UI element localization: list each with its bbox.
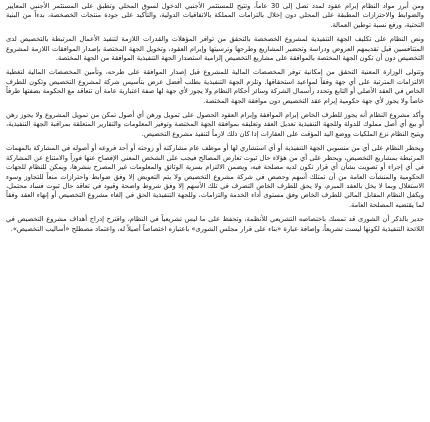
article-paragraph-1: ومن أبرز مواد النظام إبرام عقود لمدد تصل إلى 30 عاماً، وتتيح للمستثمر الأجنبي الدخول لسوق المحلي وتطبق على المستثمر الأجنبي المعايير والضوابط والاحترازات المطبقة على المحلي دون إخلال بالتزامات المملكة بالاتفاقيات الدولية، والتأكيد على جودة منتجات الخصخصة، بدءاً من البنية التحتية، ورفع نسبة توطين العمالة. xyxy=(6,2,424,29)
article-paragraph-4: وأكد مشروع النظام أنه يجوز للطرف الخاص إبرام الموافقة وإبرام العقود الحصول على تمويل ورهن أي أصول تمكن من تمويل المشروع ولا يجوز رهن أو بيع أي أصل مملوك للدولة وللجهة التنفيذية تعديل العقد وتعليقه بموافقة الجهة المختصة وتوفير المعلومات والتقارير المتعلقة بمراقبة الجهة التنفيذية، ويتيح النظام نزع الملكيات ووضع اليد المؤقت على العقارات إذا كان ذلك لازماً لتنفيذ مشروع التخصيص. xyxy=(6,111,424,138)
article-paragraph-5: ويحظر النظام على أي من منسوبي الجهة التنفيذية أو أي استشاري لها أو موظف عام مشاركته أو زوجته أو أحد فروعه أو أصوله في المشاركة بالمهمات المرتبطة بمشاريع التخصيص، ويحظر على أي من هؤلاء حال ثبوت تعارض المصالح فيجب على الشخص المعني الإفصاح عنها فوراً والامتناع عن المشاركة في أي إجراء أو تصويت بشأن أي قرار تكون لديه مصلحة فيه، ويضمن الالتزام بسرية الوثائق والمعلومات غير المصرح بنشرها، ويمكن للنظام للجهات الحكومية والمنشآت العامة من أن تمتلك أسهم وحصص في شركة مشروع التخصيص ولا يتم التعويض إلا وفق ضوابط واحترازات منعاً للتجاوز وسوء الاستغلال وبما لا يخل بالعقد المبرم، ولا يحق للطرف الخاص التصرف في تلك الأسهم إلا وفق شروط واضحة وقيود في تعاقد حال ثبوت فساد محتمل، ويكفل النظام المقابل المالي للطرف الخاص وفق مستوى أداء الخدمة والتزامات، وللجهة التنفيذية الحق في إلغاء مشروع التخصيص أو إنهاء العقد وفقاً لما يقتضيه المصلحة العامة. xyxy=(6,144,424,209)
article-paragraph-3: وتتولى الوزارة المعنية التحقق من إمكانية توفر المخصصات المالية للمشروع قبل إصدار الموافقة على طرحه، وتأمين المخصصات المالية لتغطية الالتزامات المترتبة على أي جهة وفقاً لمواعيد استحقاقها. وتلزم الجهة التنفيذية بطلب أفضل عرض بتأسيس شركة لمشروع التخصيص وتكون للطرف الخاص في العقد الأصلي أو التابع وتحدد رأسمال الشركة وسائر أحكام النظام ولا يجوز لأي جهة لها صفة اعتبارية عامة أن تتعاقد مع الحكومة بصفتها طرفاً خاصاً ولا يجوز لأي جهة حكومية إبرام عقد التخصيص دون موافقة الجهة المختصة. xyxy=(6,68,424,105)
article-paragraph-2: ونص النظام على تكليف الجهة التنفيذية لمشروع الخصخصة بالتحقق من توافر المؤهلات والقدرات اللازمة لتنفيذ الأعمال المرتبطة بالتخصيص لدى المتنافسين قبل تقديمهم العروض ودراسة وتحضير المشاريع وطرحها وترسيتها وإبرام العقود، وتخويل الجهة المختصة بإصدار الموافقات اللازمة لمشروع التخصيص دون أن تكون الجهة المختصة بالموافقة على مشاريع التخصيص إلزامية استصدار الجهة التنفيذية الموافقة من الجهة المختصة. xyxy=(6,35,424,63)
article-paragraph-6: جدير بالذكر أن الشورى قد تمسك باختصاصه التشريعي للأنظمة، وتحفظ على ما ليس تشريعياً في النظام، واقترح إدراج أهداف مشروع التخصيص في اللائحة التنفيذية لكونها ليست تشريعاً، وإضافة عبارة «بناء على قرار مجلس الشورى» باعتباره اختصاصاً أصيلاً له، واعتماد مصطلح «أساليب التخصيص». xyxy=(6,215,424,233)
